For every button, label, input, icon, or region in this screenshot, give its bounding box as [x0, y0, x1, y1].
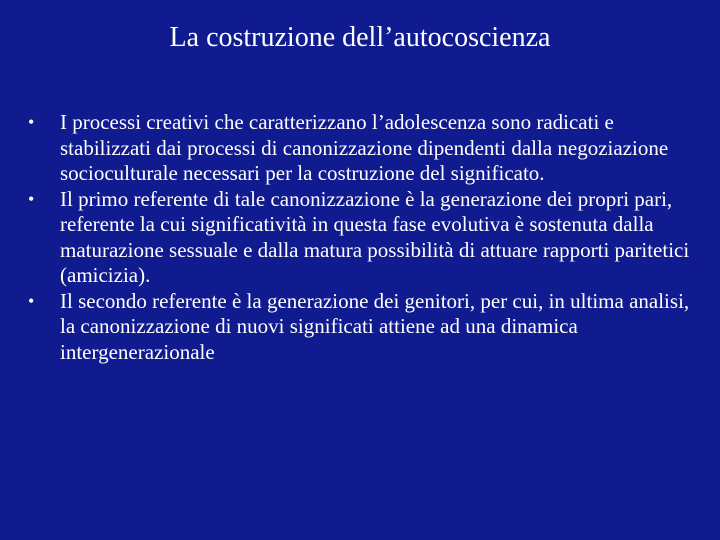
bullet-item [28, 110, 700, 187]
bullet-list [28, 110, 700, 365]
bullet-text: I processi creativi che caratterizzano l’adolescenza sono radicati e stabilizzati dai processi di canonizzazione dipendenti dalla negoziazione socioculturale necessari per la costruzione del significato. [60, 110, 669, 185]
bullet-text: Il primo referente di tale canonizzazione è la generazione dei propri pari, referente la cui significatività in questa fase evolutiva è sostenuta dalla maturazione sessuale e dalla matura possibilità di attuare rapporti paritetici (amicizia). [60, 186, 690, 287]
bullet-item [28, 187, 700, 289]
bullet-text: Il secondo referente è la generazione dei genitori, per cui, in ultima analisi, la canonizzazione di nuovi significati attiene ad una dinamica intergenerazionale [60, 288, 690, 364]
bullet-marker: • [28, 290, 35, 311]
slide-title: La costruzione dell’autocoscienza [169, 22, 551, 53]
bullet-item [28, 289, 700, 366]
bullet-marker: • [28, 112, 35, 132]
bullet-marker: • [28, 188, 35, 209]
